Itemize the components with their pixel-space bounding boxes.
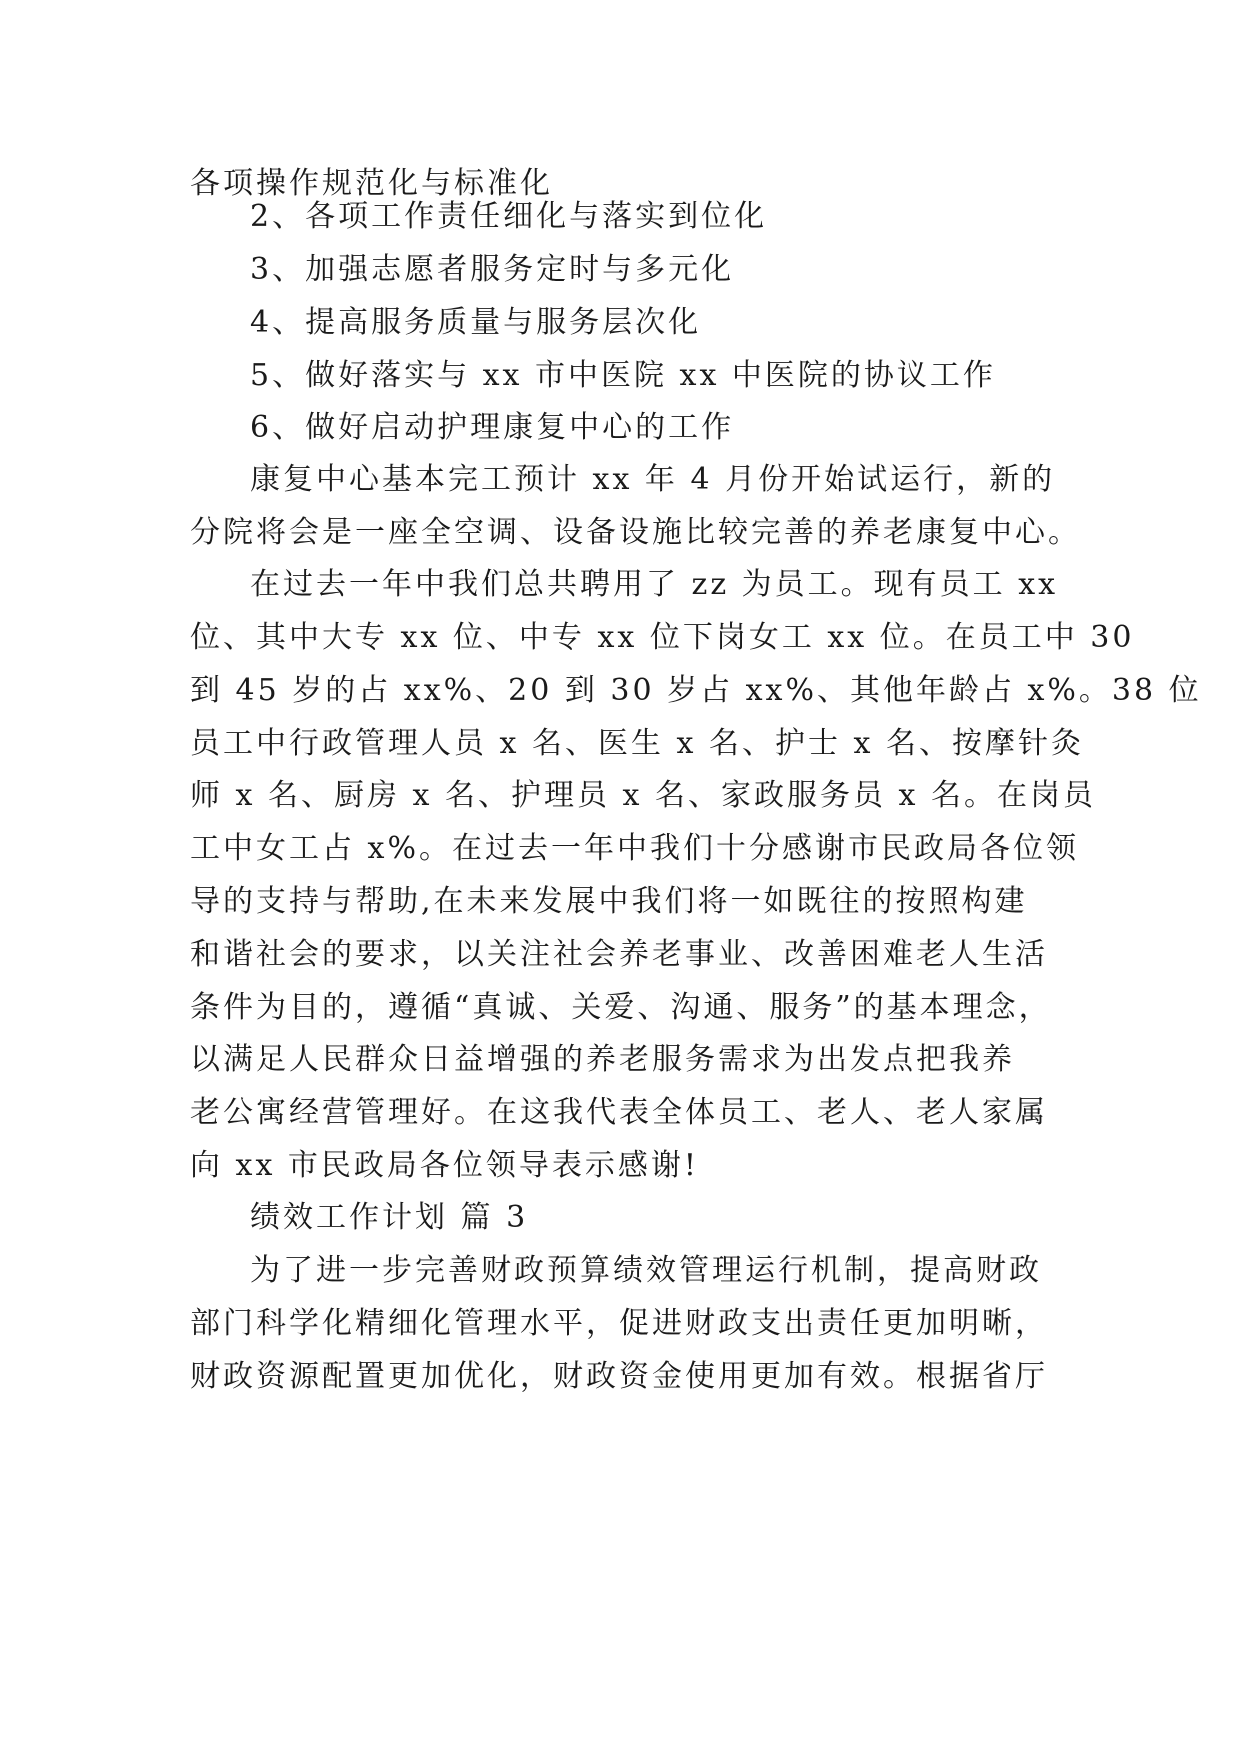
paragraph-line: 分院将会是一座全空调、设备设施比较完善的养老康复中心。 xyxy=(190,515,1081,550)
list-item: 5、做好落实与 xx 市中医院 xx 中医院的协议工作 xyxy=(250,358,996,393)
paragraph-line: 部门科学化精细化管理水平，促进财政支出责任更加明晰， xyxy=(190,1306,1048,1341)
text-line: 各项操作规范化与标准化 xyxy=(190,166,553,201)
paragraph-line: 员工中行政管理人员 x 名、医生 x 名、护士 x 名、按摩针灸 xyxy=(190,726,1084,761)
paragraph-line: 以满足人民群众日益增强的养老服务需求为出发点把我养 xyxy=(190,1042,1015,1077)
paragraph-line: 为了进一步完善财政预算绩效管理运行机制，提高财政 xyxy=(250,1253,1042,1288)
list-item: 4、提高服务质量与服务层次化 xyxy=(250,305,702,340)
paragraph-line: 在过去一年中我们总共聘用了 zz 为员工。现有员工 xx xyxy=(250,567,1059,602)
paragraph-line: 工中女工占 x%。在过去一年中我们十分感谢市民政局各位领 xyxy=(190,831,1079,866)
list-item: 2、各项工作责任细化与落实到位化 xyxy=(250,199,768,234)
paragraph-line: 和谐社会的要求，以关注社会养老事业、改善困难老人生活 xyxy=(190,937,1048,972)
paragraph-line: 财政资源配置更加优化，财政资金使用更加有效。根据省厅 xyxy=(190,1359,1048,1394)
paragraph-line: 向 xx 市民政局各位领导表示感谢! xyxy=(190,1148,699,1183)
paragraph-line: 到 45 岁的占 xx%、20 到 30 岁占 xx%、其他年龄占 x%。38 位 xyxy=(190,673,1202,708)
paragraph-line: 位、其中大专 xx 位、中专 xx 位下岗女工 xx 位。在员工中 30 xyxy=(190,620,1135,655)
paragraph-line: 条件为目的，遵循“真诚、关爱、沟通、服务”的基本理念， xyxy=(190,990,1052,1025)
paragraph-line: 师 x 名、厨房 x 名、护理员 x 名、家政服务员 x 名。在岗员 xyxy=(190,778,1096,813)
paragraph-line: 老公寓经营管理好。在这我代表全体员工、老人、老人家属 xyxy=(190,1095,1048,1130)
list-item: 6、做好启动护理康复中心的工作 xyxy=(250,410,735,445)
section-heading: 绩效工作计划 篇 3 xyxy=(250,1200,529,1235)
list-item: 3、加强志愿者服务定时与多元化 xyxy=(250,252,735,287)
paragraph-line: 康复中心基本完工预计 xx 年 4 月份开始试运行，新的 xyxy=(250,462,1056,497)
paragraph-line: 导的支持与帮助,在未来发展中我们将一如既往的按照构建 xyxy=(190,884,1028,919)
